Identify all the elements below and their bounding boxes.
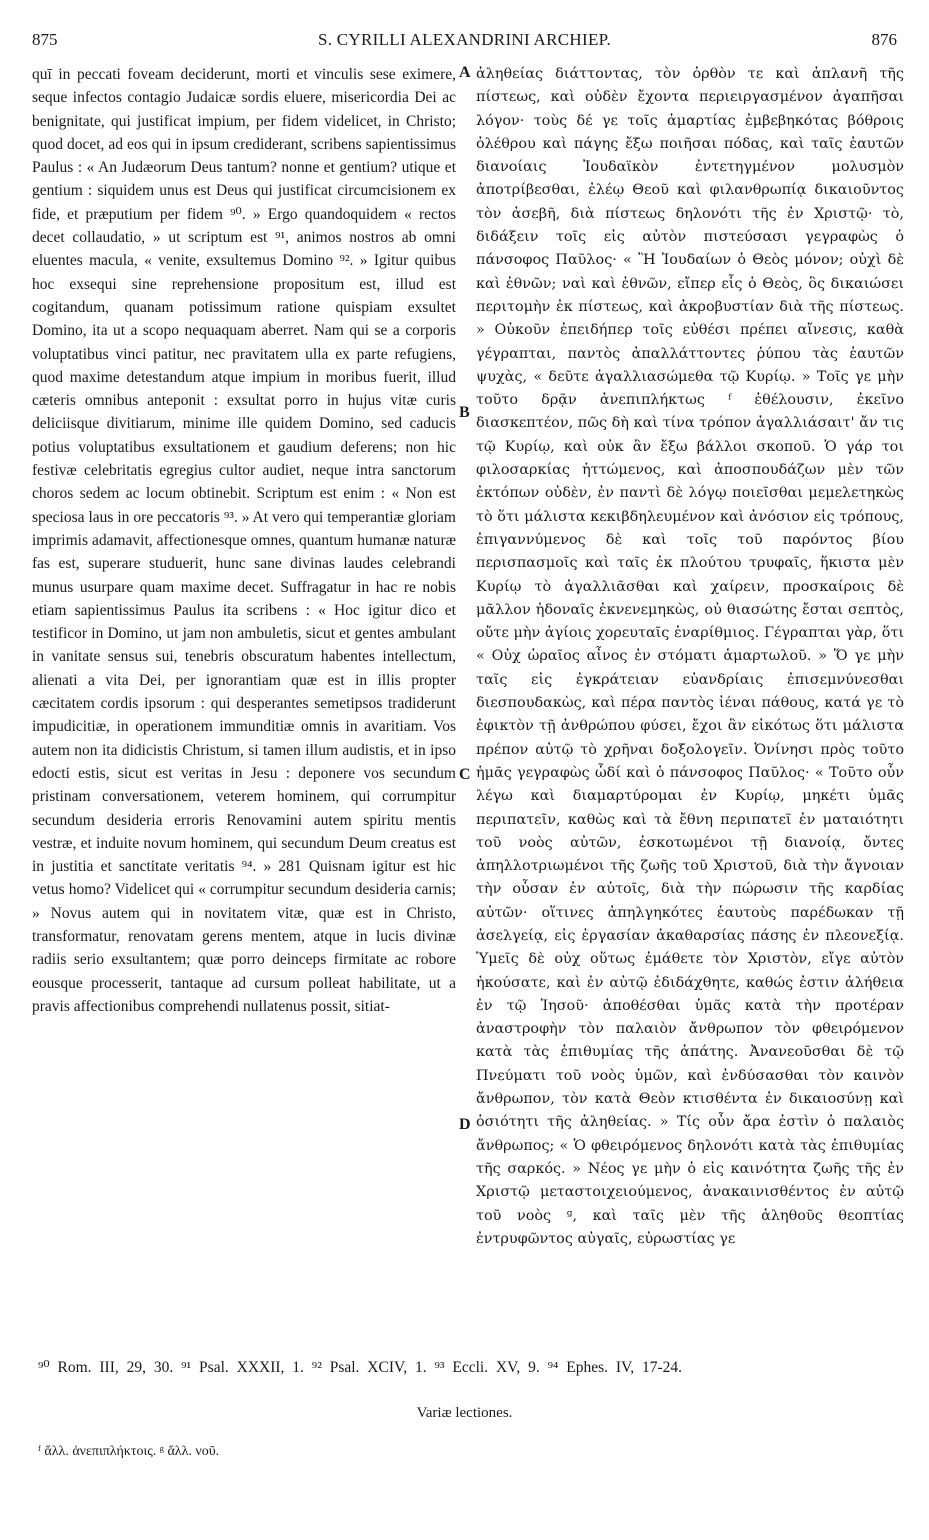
- page-number-left: 875: [32, 30, 58, 49]
- page-number-right: 876: [871, 30, 897, 49]
- footnotes: ⁹⁰ Rom. III, 29, 30. ⁹¹ Psal. XXXII, 1. ⁹² Psal. XCIV, 1. ⁹³ Eccli. XV, 9. ⁹⁴ Ephes. IV, 17-24.: [38, 1359, 683, 1376]
- latin-column: [32, 63, 456, 1303]
- margin-marker-c: C: [459, 766, 471, 783]
- margin-marker-b: B: [459, 404, 470, 421]
- variae-lectiones-notes: ᶠ ἄλλ. ἀνεπιπλήκτοις. ᵍ ἄλλ. νοῦ.: [38, 1444, 220, 1459]
- latin-text: quī in peccati foveam deciderunt, morti et vinculis sese eximere, seque infectos contagio Judaicæ sordis eluere, misericordia Dei ac benignitate, qui justificat impium, per fidem videlicet, in Christo; quod docet, ad eos qui in ipsum crediderant, scribens sapientissimus Paulus : « An Judæorum Deus tantum? nonne et gentium? utique et gentium : siquidem unus est Deus qui justificat circumcisionem ex fide, et præputium per fidem ⁹⁰. » Ergo quandoquidem « rectos decet collaudatio, » ut scriptum est ⁹¹, animos nostros ab omni eluentes macula, « venite, exsultemus Domino ⁹². » Igitur quibus hoc exsequi sine reprehensione propositum est, illud est cogitandum, quanam potissimum ratione quispiam exsultet Domino, ita ut a scopo nequaquam aberret. Nam qui se a corporis voluptatibus vinci patitur, nec pravitatem ulla ex parte refugiens, quod maxime detestandum atque impium in moribus fuerit, illud cæteris omnibus anteponit : exsultat porro in hujus vitæ curis deliciisque divitiarum, minime ille quidem Domino, sed caducis potius voluptatibus exsultationem et gaudium deferens; non hic festivæ celebritatis egregius cultor audiet, neque intra sanctorum choros sedem ac locum obtinebit. Scriptum est enim : « Non est speciosa laus in ore peccatoris ⁹³. » At vero qui temperantiæ gloriam imprimis adamavit, affectionesque omnes, quantum humanæ naturæ fas est, superare studuerit, hunc sane divinas laudes celebrandi munus usurpare quam maxime decet. Suffragatur in hac re nobis etiam sapientissimus Paulus ita scribens : « Hoc igitur dico et testificor in Domino, ut jam non ambuletis, sicut et gentes ambulant in vanitate sensus sui, tenebris obscuratum habentes intellectum, alienati a vita Dei, per ignorantiam quæ est in illis propter cæcitatem cordis ipsorum : qui desperantes semetipsos tradiderunt impudicitiæ, in operationem immunditiæ omnis in avaritiam. Vos autem non ita didicistis Christum, si tamen illum audistis, et in ipso edocti estis, sicut est veritas in Jesu : deponere vos secundum pristinam conversationem, veterem hominem, qui corrumpitur secundum desideria erroris Renovamini autem spiritu mentis vestræ, et induite novum hominem, qui secundum Deum creatus est in justitia et sanctitate veritatis ⁹⁴. » 281 Quisnam igitur est hic vetus homo? Videlicet qui « corrumpitur secundum desideria carnis; » Novus autem qui in novitatem vitæ, quæ est in Christo, transformatur, renovatam gerens mentem, atque in lucis divinæ radiis serio exsultantem; quæ porro deinceps firmitate ac robore eousque processerit, tantaque ad cursum polleat habilitate, ut a pravis affectionibus comprehendi nullatenus possit, sitiat-: [32, 66, 456, 1015]
- greek-column: [476, 63, 904, 1303]
- running-title: S. CYRILLI ALEXANDRINI ARCHIEP.: [317, 30, 612, 49]
- greek-text: ἀληθείας διάττοντας, τὸν ὀρθὸν τε καὶ ἀπλανῆ τῆς πίστεως, καὶ οὐδὲν ἔχοντα περιειργασμένον ἀγαπῆσαι λόγον· τοὺς δέ γε τοῖς ἁμαρτίας ἐμβεβηκότας βόθροις ὀλέθρου καὶ πάγης ἔξω ποιῆσαι πόδας, καὶ ταῖς ἑαυτῶν διανοίαις Ἰουδαϊκὸν ἐντετηγμένον μολυσμὸν ἀποτρίβεσθαι, ἐλέῳ Θεοῦ καὶ φιλανθρωπίᾳ δικαιοῦντος τὸν ἀσεβῆ, διὰ πίστεως δηλονότι τῆς ἐν Χριστῷ· τὸ, διδάξειν τοῖς εἰς αὐτὸν πιστεύσασι γεγραφὼς ὁ πάνσοφος Παῦλος· « Ἢ Ἰουδαίων ὁ Θεὸς μόνον; οὐχὶ δὲ καὶ ἐθνῶν; ναὶ καὶ ἐθνῶν, εἴπερ εἷς ὁ Θεὸς, ὃς δικαιώσει περιτομὴν ἐκ πίστεως, καὶ ἀκροβυστίαν διὰ τῆς πίστεως. » Οὐκοῦν ἐπειδήπερ τοῖς εὐθέσι πρέπει αἴνεσις, καθὰ γέγραπται, παντὸς ἀπαλλάττοντες ῥύπου τὰς ἑαυτῶν ψυχὰς, « δεῦτε ἀγαλλιασώμεθα τῷ Κυρίῳ. » Τοῖς γε μὴν τοῦτο δρᾷν ἀνεπιπλήκτως ᶠ ἐθέλουσιν, ἐκεῖνο διασκεπτέον, πῶς δὴ καὶ τίνα τρόπον ἀγαλλιάσαιτ' ἄν τις τῷ Κυρίῳ, καὶ οὐκ ἂν ἔξω βάλλοι σκοποῦ. Ὁ γάρ τοι φιλοσαρκίας ἡττώμενος, καὶ ἀποσπουδάζων μὲν τῶν ἐκτόπων οὐδὲν, ἐν παντὶ δὲ λόγῳ ποιεῖσθαι μεμελετηκὼς τὸ ὅτι μάλιστα κεκιβδηλευμένον καὶ ἀνόσιον εἰς τρόπους, ἐπιγαννύμενος δὲ καὶ τοῖς τοῦ παρόντος βίου περισπασμοῖς καὶ ταῖς ἐκ πλούτου τρυφαῖς, ἥκιστα μὲν Κυρίῳ τὸ ἀγαλλιᾶσθαι καὶ χαίρειν, προσκαίροις δὲ μᾶλλον ἡδοναῖς ἐκνενεμηκὼς, οὐ θιασώτης ἔσται σεπτὸς, οὔτε μὴν ἁγίοις χορευταῖς ἐναρίθμιος. Γέγραπται γὰρ, ὅτι « Οὐχ ὡραῖος αἶνος ἐν στόματι ἁμαρτωλοῦ. » Ὅ γε μὴν ταῖς εἰς ἐγκράτειαν εὐανδρίαις ἐπισεμνύνεσθαι διεσπουδακὼς, καὶ πέρα παντὸς ἰέναι πάθους, κατά γε τὸ ἐφικτὸν τῇ ἀνθρώπου φύσει, ἔχοι ἂν εἰκότως ὅτι μάλιστα πρέπον αὐτῷ τὸ χρῆναι δοξολογεῖν. Ὀνίνησι πρὸς τοῦτο ἡμᾶς γεγραφὼς ὧδί καὶ ὁ πάνσοφος Παῦλος· « Τοῦτο οὖν λέγω καὶ διαμαρτύρομαι ἐν Κυρίῳ, μηκέτι ὑμᾶς περιπατεῖν, καθὼς καὶ τὰ ἔθνη περιπατεῖ ἐν ματαιότητι τοῦ νοὸς αὐτῶν, ἐσκοτωμένοι τῇ διανοίᾳ, ὄντες ἀπηλλοτριωμένοι τῆς ζωῆς τοῦ Χριστοῦ, διὰ τὴν ἄγνοιαν τὴν οὖσαν ἐν αὐτοῖς, διὰ τὴν πώρωσιν τῆς καρδίας αὐτῶν· οἵτινες ἀπηλγηκότες ἑαυτοὺς παρέδωκαν τῇ ἀσελγείᾳ, εἰς ἐργασίαν ἀκαθαρσίας πάσης ἐν πλεονεξίᾳ. Ὑμεῖς δὲ οὐχ οὕτως ἐμάθετε τὸν Χριστὸν, εἴγε αὐτὸν ἠκούσατε, καὶ ἐν αὐτῷ ἐδιδάχθητε, καθώς ἐστιν ἀλήθεια ἐν τῷ Ἰησοῦ· ἀποθέσθαι ὑμᾶς κατὰ τὴν προτέραν ἀναστροφὴν τὸν παλαιὸν ἄνθρωπον τὸν φθειρόμενον κατὰ τὰς ἐπιθυμίας τῆς ἀπάτης. Ἀνανεοῦσθαι δὲ τῷ Πνεύματι τοῦ νοὸς ὑμῶν, καὶ ἐνδύσασθαι τὸν καινὸν ἄνθρωπον, τὸν κατὰ Θεὸν κτισθέντα ἐν δικαιοσύνῃ καὶ ὁσιότητι τῆς ἀληθείας. » Τίς οὖν ἄρα ἐστὶν ὁ παλαιὸς ἄνθρωπος; « Ὁ φθειρόμενος δηλονότι κατὰ τὰς ἐπιθυμίας τῆς σαρκός. » Νέος γε μὴν ὁ εἰς καινότητα ζωῆς τῆς ἐν Χριστῷ μεταστοιχειούμενος, ἀνακαινισθέντος ἐν αὐτῷ τοῦ νοὸς ᵍ, καὶ ταῖς μὲν τῆς ἀληθοῦς θεοπτίας ἐντρυφῶντος αὐγαῖς, εὐρωστίας γε: [476, 66, 904, 1247]
- margin-marker-d: D: [459, 1116, 471, 1133]
- variae-lectiones-title: Variæ lectiones.: [416, 1405, 513, 1421]
- page-header: [32, 30, 897, 52]
- margin-marker-a: A: [459, 64, 471, 81]
